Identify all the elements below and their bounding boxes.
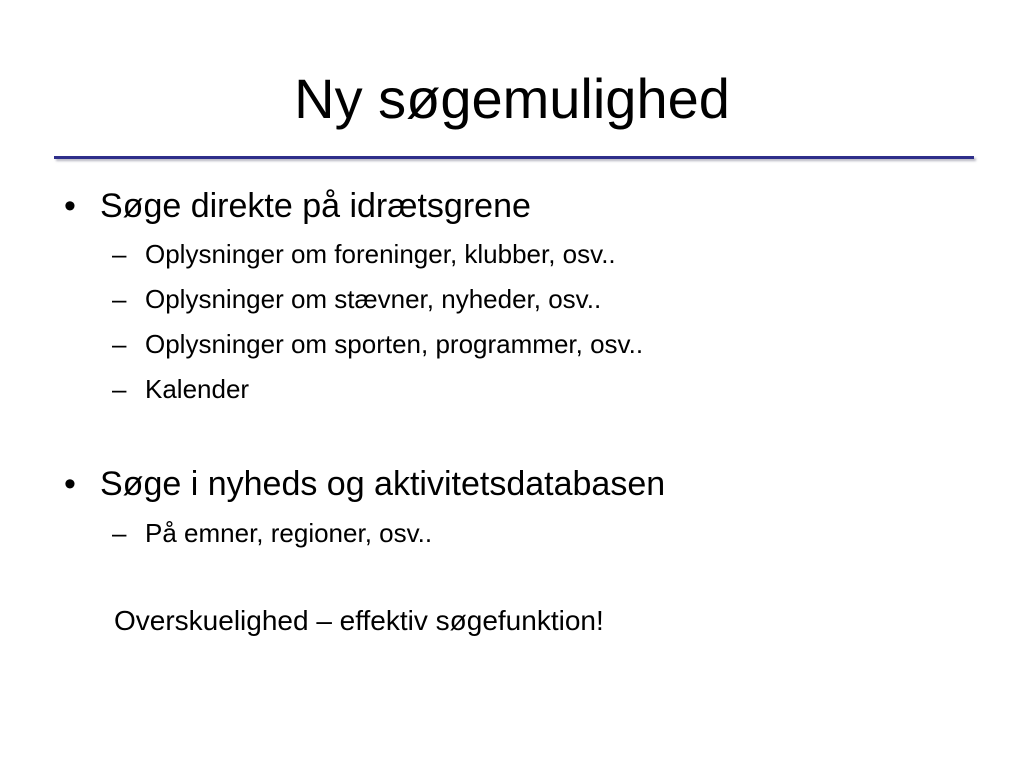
dash-icon: – [112, 518, 127, 548]
bullet-icon: • [64, 187, 76, 225]
sub-bullet-item [112, 283, 602, 315]
bullet-text: Søge i nyheds og aktivitetsdatabasen [100, 465, 666, 503]
bullet-icon: • [64, 465, 76, 503]
sub-bullet-text: Oplysninger om foreninger, klubber, osv.. [145, 239, 616, 269]
dash-icon: – [112, 374, 127, 404]
sub-bullet-text: Oplysninger om sporten, programmer, osv.. [145, 329, 644, 359]
dash-icon: – [112, 284, 127, 314]
sub-bullet-item [112, 517, 433, 549]
sub-bullet-text: Oplysninger om stævner, nyheder, osv.. [145, 284, 602, 314]
dash-icon: – [112, 239, 127, 269]
title-divider [54, 156, 974, 159]
dash-icon: – [112, 329, 127, 359]
bullet-text: Søge direkte på idrætsgrene [100, 187, 531, 225]
sub-bullet-text: På emner, regioner, osv.. [145, 518, 433, 548]
bullet-item [64, 464, 666, 504]
bullet-item [64, 186, 531, 226]
sub-bullet-item [112, 238, 616, 270]
slide-title: Ny søgemulighed [294, 67, 730, 130]
closing-line: Overskuelighed – effektiv søgefunktion! [114, 605, 604, 636]
sub-bullet-item [112, 328, 644, 360]
sub-bullet-text: Kalender [145, 374, 250, 404]
sub-bullet-item [112, 373, 250, 405]
